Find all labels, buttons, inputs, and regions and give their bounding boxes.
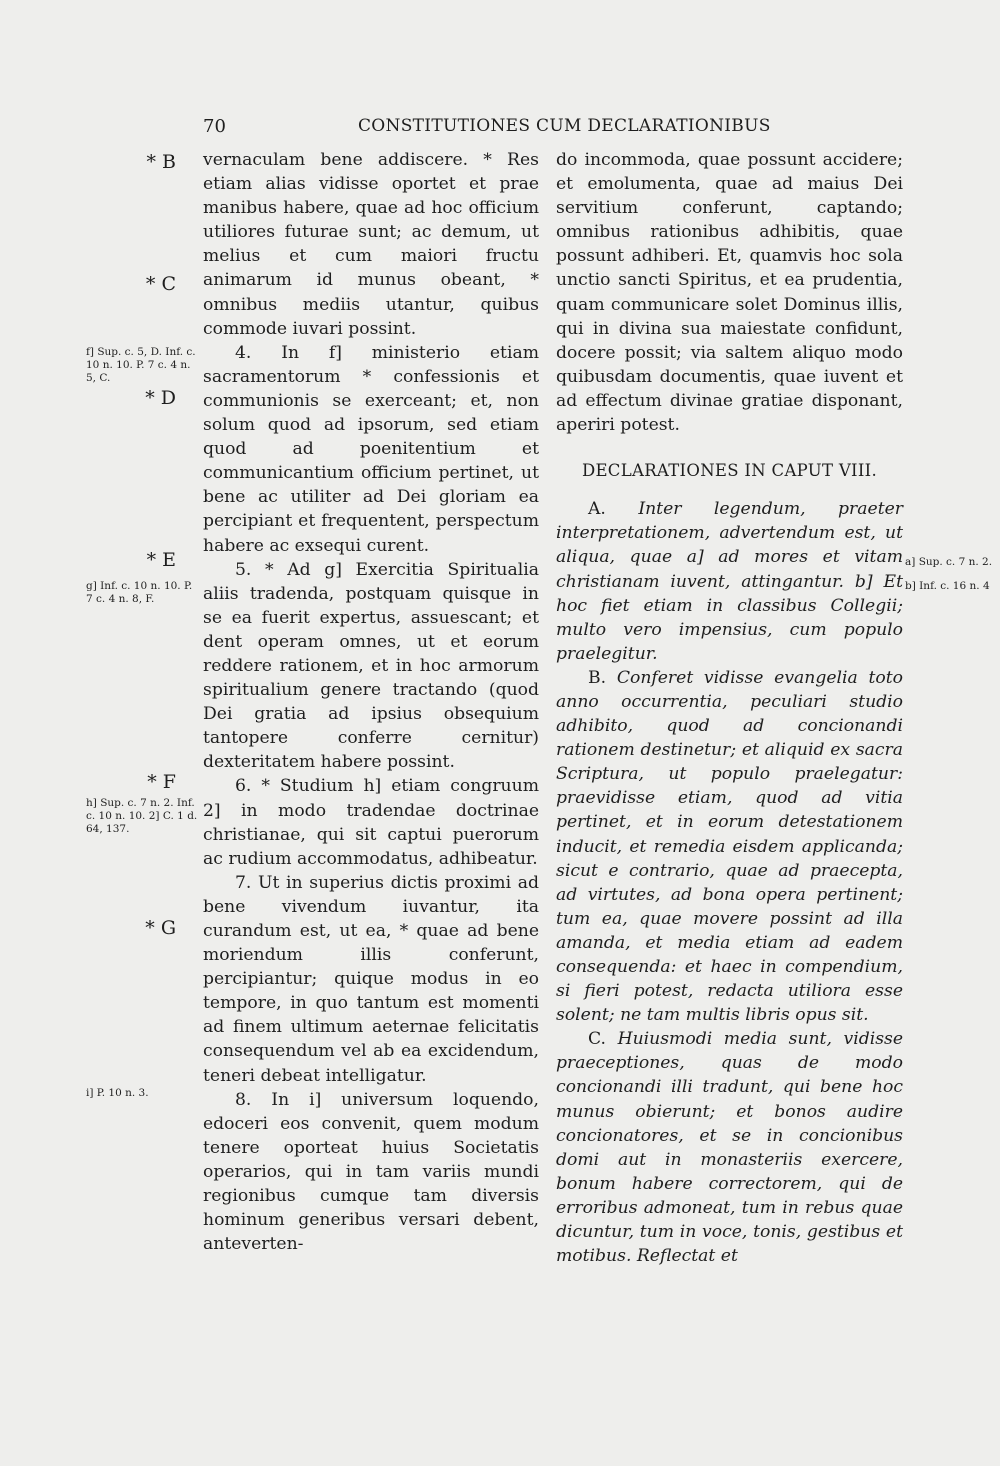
running-title: CONSTITUTIONES CUM DECLARATIONIBUS xyxy=(358,116,771,136)
page-number: 70 xyxy=(203,116,226,137)
marginal-star-d: * D xyxy=(145,387,176,409)
declaration-a-text: Inter legendum, praeter interpretationem, advertendum est, ut aliqua, quae a] ad mores et vitam christianam iuvent, attingantur. b] Et hoc fiet etiam in classibus Collegii; multo vero impensius, cum populo praelegitur. xyxy=(556,499,903,664)
declaration-a xyxy=(556,497,903,666)
marginal-star-e: * E xyxy=(146,549,176,571)
section-heading: DECLARATIONES IN CAPUT VIII. xyxy=(581,461,878,481)
paragraph-7: 7. Ut in superius dictis proximi ad bene vivendum iuvantur, ita curandum est, ut ea, * quae ad bene moriendum illis conferunt, percipiantur; quique modus in eo tempore, in quo tantum est momenti ad finem ultimum aeternae felicitatis consequendum vel ab ea excidendum, teneri debeat intelligatur. xyxy=(203,872,539,1086)
paragraph-3-continued: vernaculam bene addiscere. * Res etiam alias vidisse oportet et prae manibus habere, quae ad hoc officium utiliores futurae sunt; ac demum, ut melius et cum maiori fructu animarum id munus obeant, * omnibus mediis utantur, quibus commode iuvari possint. xyxy=(203,150,539,339)
marginal-note-b: b] Inf. c. 16 n. 4 xyxy=(905,580,990,592)
marginal-star-b: * B xyxy=(146,151,176,173)
marginal-star-f: * F xyxy=(147,771,176,793)
paragraph-8-continued: do incommoda, quae possunt accidere; et emolumenta, quae ad maius Dei servitium conferunt, captando; omnibus rationibus adhibitis, quae possunt adhiberi. Et, quamvis hoc sola unctio sancti Spiritus, et ea prudentia, quam communicare solet Dominus illis, qui in divina sua maiestate confidunt, docere possit; via saltem aliquo modo quibusdam documentis, quae iuvent et ad effectum divinae gratiae disponant, aperiri potest. xyxy=(556,150,903,436)
declaration-b-label: B. xyxy=(588,667,607,688)
declaration-b xyxy=(556,666,903,1027)
paragraph-8: 8. In i] universum loquendo, edoceri eos convenit, quem modum tenere oporteat huius Societatis operarios, qui in tam variis mundi regionibus cumque tam diversis hominum generibus versari debent, anteverten- xyxy=(203,1089,539,1255)
left-column xyxy=(203,148,539,1256)
declaration-c-text: Huiusmodi media sunt, vidisse praeceptiones, quas de modo concionandi illi tradunt, qui bene hoc munus obierunt; et bonos audire concionatores, et se in concionibus domi aut in monasteriis exercere, bonum habere correctorem, qui de erroribus admoneat, tum in rebus quae dicuntur, tum in voce, tonis, gestibus et motibus. Reflectat et xyxy=(556,1029,904,1267)
marginal-star-c: * C xyxy=(145,273,176,295)
marginal-note-f: f] Sup. c. 5, D. Inf. c. 10 n. 10. P. 7 c. 4 n. 5, C. xyxy=(86,346,196,384)
declaration-c xyxy=(556,1027,903,1268)
paragraph-6: 6. * Studium h] etiam congruum 2] in modo tradendae doctrinae christianae, qui sit captui puerorum ac rudium accommodatus, adhibeatur. xyxy=(203,776,539,869)
right-margin-notes xyxy=(905,0,997,1466)
marginal-note-g: g] Inf. c. 10 n. 10. P. 7 c. 4 n. 8, F. xyxy=(86,580,193,605)
right-column xyxy=(556,148,903,1268)
paragraph-4: 4. In f] ministerio etiam sacramentorum * confessionis et communionis se exerceant; et, non solum quod ad ipsorum, sed etiam quod ad poenitentium et communicantium officium pertinet, ut bene ac utiliter ad Dei gloriam ea percipiant et frequentent, perspectum habere ac exsequi curent. xyxy=(203,342,539,556)
marginal-note-h: h] Sup. c. 7 n. 2. Inf. c. 10 n. 10. 2] C. 1 d. 64, 137. xyxy=(86,797,198,835)
marginal-note-i: i] P. 10 n. 3. xyxy=(86,1087,149,1099)
declaration-a-label: A. xyxy=(588,499,606,520)
declaration-b-text: Conferet vidisse evangelia toto anno occurrentia, peculiari studio adhibito, quod ad concionandi rationem destinetur; et aliquid ex sacra Scriptura, ut populo praelegatur: praevidisse etiam, quod ad vitia pertinet, et in eorum detestationem inducit, et remedia eisdem applicanda; sicut e contrario, quae ad praecepta, ad virtutes, ad bona opera pertinent; tum ea, quae movere possint ad illa amanda, et media etiam ad eadem consequenda: et haec in compendium, si fieri potest, redacta utiliora esse solent; ne tam multis libris opus sit. xyxy=(556,667,903,1026)
left-margin-notes xyxy=(70,0,198,1466)
marginal-note-a: a] Sup. c. 7 n. 2. xyxy=(905,556,993,568)
paragraph-5: 5. * Ad g] Exercitia Spiritualia aliis tradenda, postquam quisque in se ea fuerit expertus, assuescant; et dent operam omnes, ut et eorum reddere rationem, et in hoc armorum spiritualium genere tractando (quod Dei gratia ad ipsius obsequium tantopere conferre cernitur) dexteritatem habere possint. xyxy=(203,559,539,773)
marginal-star-g: * G xyxy=(145,917,176,939)
declaration-c-label: C. xyxy=(588,1029,607,1050)
